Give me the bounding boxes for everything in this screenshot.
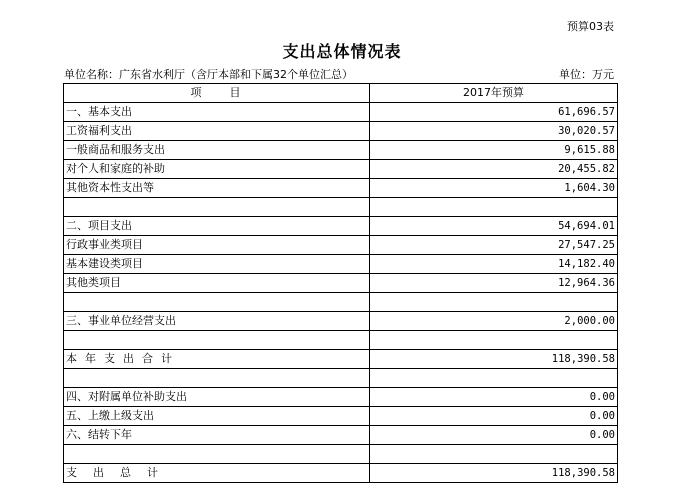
row-label: 二、项目支出 xyxy=(64,217,370,236)
row-label: 六、结转下年 xyxy=(64,426,370,445)
total-row xyxy=(64,464,618,483)
table-row xyxy=(64,255,618,274)
row-value: 61,696.57 xyxy=(370,103,618,122)
unit-label: 单位：万元 xyxy=(559,68,614,81)
table-row xyxy=(64,312,618,331)
empty-row xyxy=(64,369,618,388)
table-header-row xyxy=(64,84,618,103)
row-value: 1,604.30 xyxy=(370,179,618,198)
unit-name: 单位名称：广东省水利厅（含厅本部和下属32个单位汇总） xyxy=(64,68,353,81)
subtotal-label: 本年支出合计 xyxy=(64,350,370,369)
table-row xyxy=(64,160,618,179)
table-row xyxy=(64,217,618,236)
table-row xyxy=(64,103,618,122)
row-label: 其他类项目 xyxy=(64,274,370,293)
row-label: 一、基本支出 xyxy=(64,103,370,122)
subtotal-row xyxy=(64,350,618,369)
row-label: 对个人和家庭的补助 xyxy=(64,160,370,179)
table-row xyxy=(64,426,618,445)
row-value: 54,694.01 xyxy=(370,217,618,236)
empty-row xyxy=(64,445,618,464)
header-item: 项 目 xyxy=(64,84,370,103)
table-row xyxy=(64,274,618,293)
row-label: 三、事业单位经营支出 xyxy=(64,312,370,331)
row-value: 9,615.88 xyxy=(370,141,618,160)
row-value: 2,000.00 xyxy=(370,312,618,331)
table-row xyxy=(64,388,618,407)
header-budget: 2017年预算 xyxy=(370,84,618,103)
row-label: 工资福利支出 xyxy=(64,122,370,141)
table-row xyxy=(64,122,618,141)
empty-row xyxy=(64,331,618,350)
row-value: 27,547.25 xyxy=(370,236,618,255)
row-label: 一般商品和服务支出 xyxy=(64,141,370,160)
total-value: 118,390.58 xyxy=(370,464,618,483)
row-label: 基本建设类项目 xyxy=(64,255,370,274)
page-title: 支出总体情况表 xyxy=(282,42,402,61)
table-row xyxy=(64,407,618,426)
row-value: 0.00 xyxy=(370,407,618,426)
row-value: 14,182.40 xyxy=(370,255,618,274)
row-label: 五、上缴上级支出 xyxy=(64,407,370,426)
row-value: 12,964.36 xyxy=(370,274,618,293)
row-label: 行政事业类项目 xyxy=(64,236,370,255)
row-label: 四、对附属单位补助支出 xyxy=(64,388,370,407)
row-value: 30,020.57 xyxy=(370,122,618,141)
row-value: 0.00 xyxy=(370,388,618,407)
expenditure-table xyxy=(63,83,618,483)
row-value: 0.00 xyxy=(370,426,618,445)
table-row xyxy=(64,236,618,255)
empty-row xyxy=(64,198,618,217)
form-code: 预算03表 xyxy=(567,20,614,33)
subtotal-value: 118,390.58 xyxy=(370,350,618,369)
table-row xyxy=(64,141,618,160)
empty-row xyxy=(64,293,618,312)
row-label: 其他资本性支出等 xyxy=(64,179,370,198)
row-value: 20,455.82 xyxy=(370,160,618,179)
total-label: 支出总计 xyxy=(64,464,370,483)
table-row xyxy=(64,179,618,198)
